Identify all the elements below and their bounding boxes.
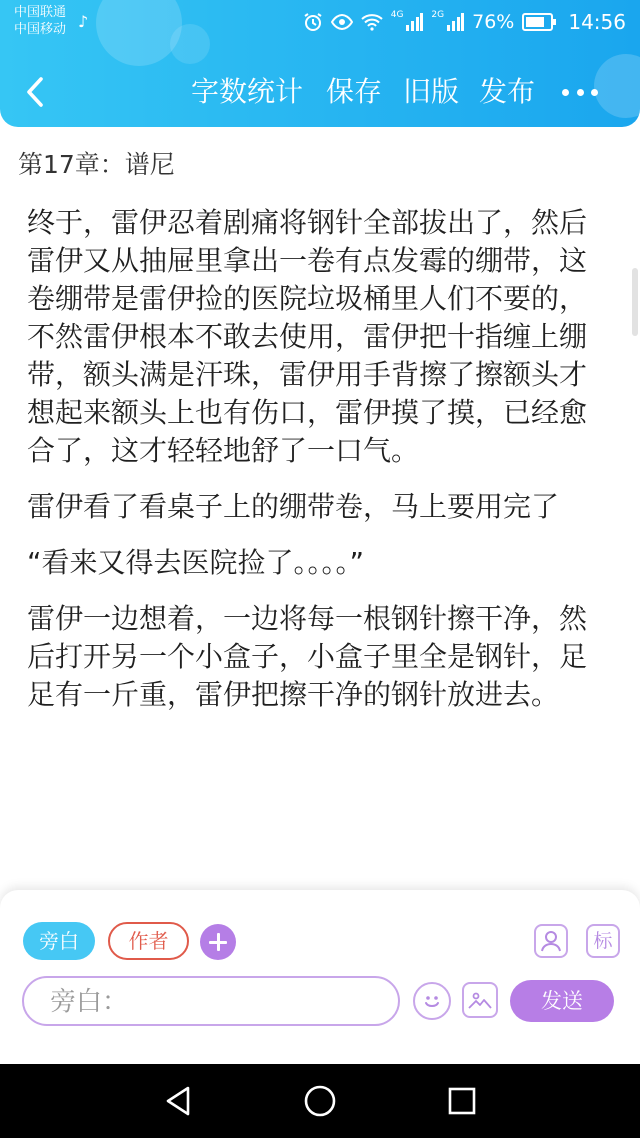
wifi-icon (361, 13, 383, 31)
mark-icon[interactable]: 标 (586, 924, 620, 958)
save-button[interactable]: 保存 (326, 75, 383, 108)
clock: 14:56 (568, 10, 626, 34)
scrollbar-thumb[interactable] (632, 268, 638, 336)
publish-button[interactable]: 发布 (479, 75, 536, 108)
navigation-bar (0, 1064, 640, 1138)
square-recent-icon[interactable] (445, 1084, 479, 1118)
carrier-info (14, 4, 66, 38)
music-note-icon: ♪ (78, 12, 89, 31)
chapter-body[interactable] (27, 204, 597, 732)
carrier-1: 中国联通 (14, 5, 67, 20)
carrier-2: 中国移动 (14, 22, 67, 37)
signal-icon (405, 13, 423, 31)
network-type-1: 4G (390, 10, 404, 20)
message-input[interactable] (48, 984, 382, 1020)
battery-percent: 76% (472, 11, 515, 33)
role-tag-narrator[interactable]: 旁白 (23, 922, 95, 960)
chapter-title: 第17章：谱尼 (18, 150, 175, 179)
back-button[interactable] (18, 72, 52, 112)
dot (577, 89, 584, 96)
paragraph: 终于，雷伊忍着剧痛将钢针全部拔出了，然后雷伊又从抽屉里拿出一卷有点发霉的绷带，这卷绷带是雷伊捡的医院垃圾桶里人们不要的，不然雷伊根本不敢去使用，雷伊把十指缠上绷带，额头满是汗珠，雷伊用手背擦了擦额头才想起来额头上也有伤口，雷伊摸了摸，已经愈合了，这才轻轻地舒了一口气。 (27, 206, 588, 467)
paragraph: 雷伊看了看桌子上的绷带卷，马上要用完了 (27, 490, 560, 523)
plus-icon[interactable] (200, 924, 236, 960)
app-header (0, 0, 640, 127)
editor-toolbar (0, 62, 640, 124)
dot (591, 89, 598, 96)
paragraph: “看来又得去医院捡了。。。。” (27, 546, 365, 579)
person-icon[interactable] (534, 924, 568, 958)
network-type-2: 2G (431, 10, 445, 20)
paragraph: 雷伊一边想着，一边将每一根钢针擦干净，然后打开另一个小盒子，小盒子里全是钢针，足足有一斤重，雷伊把擦干净的钢针放进去。 (27, 602, 588, 711)
role-tag-author[interactable]: 作者 (108, 922, 189, 960)
circle-home-icon[interactable] (303, 1084, 337, 1118)
more-dots-icon[interactable] (562, 82, 598, 102)
alarm-icon (303, 12, 323, 32)
status-icons (303, 10, 626, 34)
emoji-icon[interactable] (413, 982, 451, 1020)
status-bar (0, 0, 640, 44)
old-version-button[interactable]: 旧版 (403, 75, 460, 108)
battery-icon (522, 13, 556, 31)
composer-panel (0, 890, 640, 1064)
eye-icon (331, 14, 353, 30)
chevron-left-icon (25, 76, 45, 108)
send-button[interactable]: 发送 (510, 980, 614, 1022)
image-icon[interactable] (462, 982, 498, 1018)
message-input-wrapper (22, 976, 400, 1026)
triangle-back-icon[interactable] (162, 1084, 196, 1118)
dot (562, 89, 569, 96)
signal-icon (446, 13, 464, 31)
word-count-button[interactable]: 字数统计 (191, 75, 304, 108)
